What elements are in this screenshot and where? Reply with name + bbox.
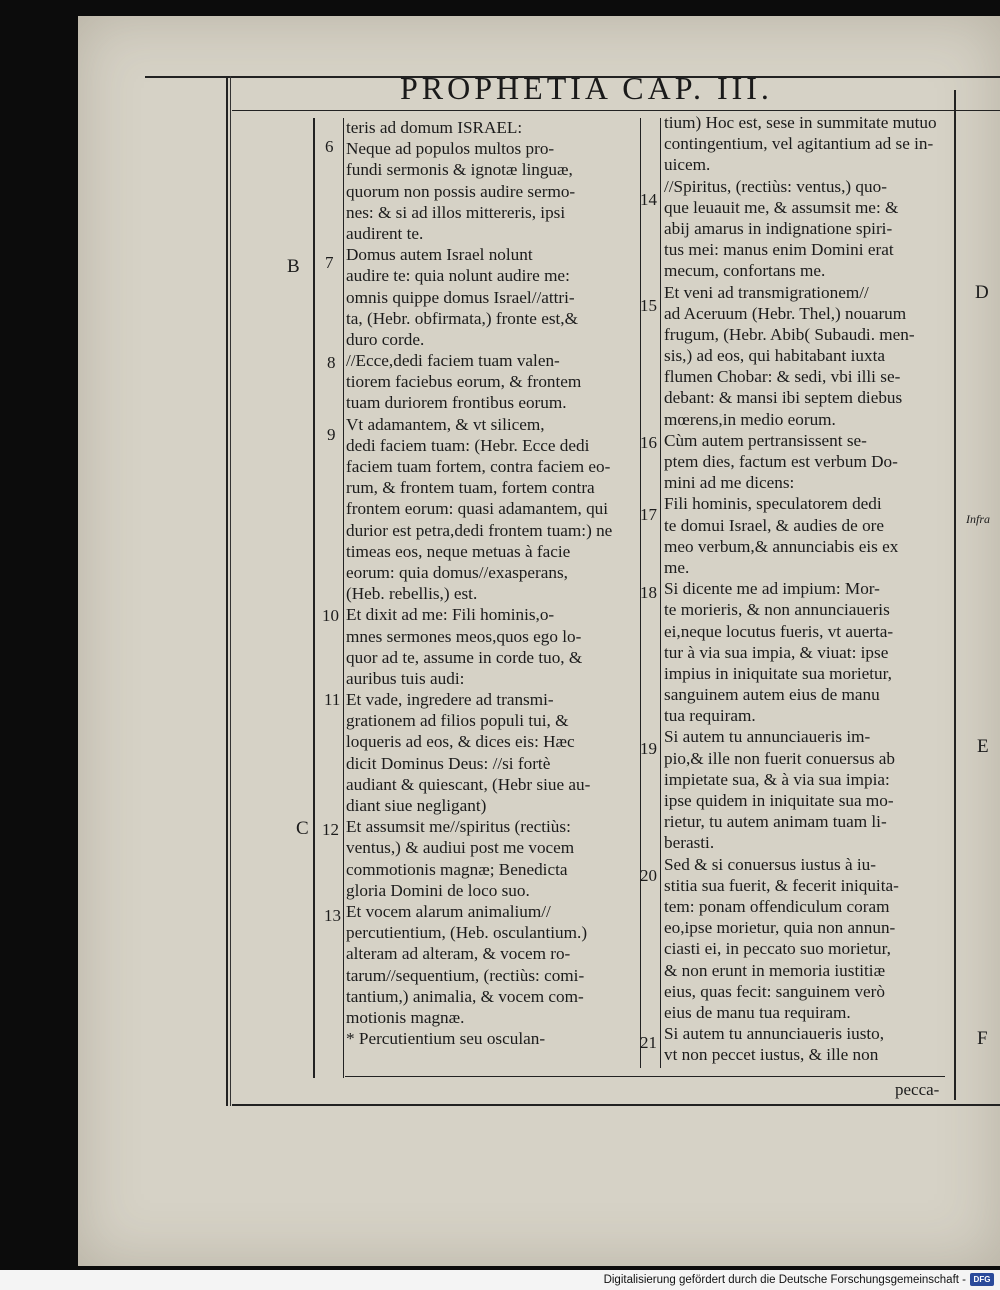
text-line: ei,neque locutus fueris, vt auerta-	[664, 621, 894, 641]
text-line: sis,) ad eos, qui habitabant iuxta	[664, 346, 886, 366]
left-frame-rule	[226, 76, 228, 1106]
text-line: * Percutientium seu osculan-	[346, 1029, 546, 1049]
catchword: pecca-	[895, 1080, 940, 1099]
text-line: ventus,) & audiui post me vocem	[346, 838, 575, 858]
text-line: & non erunt in memoria iustitiæ	[664, 960, 886, 980]
text-line: tiorem faciebus eorum, & frontem	[346, 372, 582, 392]
text-line: te morieris, & non annunciaueris	[664, 600, 890, 620]
text-line: Sed & si conuersus iustus à iu-	[664, 854, 876, 874]
left-text-column	[346, 117, 636, 1049]
text-line: impius in iniquitate sua morietur,	[664, 663, 892, 683]
text-line: me.	[664, 557, 690, 577]
margin-letter-d: D	[975, 282, 989, 303]
margin-letter-c: C	[296, 818, 309, 839]
text-line: tuam duriorem frontibus eorum.	[346, 393, 567, 413]
text-line: mœrens,in medio eorum.	[664, 409, 836, 429]
text-line: Et vade, ingredere ad transmi-	[346, 690, 554, 710]
text-line: vt non peccet iustus, & ille non	[664, 1045, 879, 1065]
dfg-logo: DFG	[970, 1273, 994, 1286]
text-line: dicit Dominus Deus: //si fortè	[346, 753, 551, 773]
text-line: Vt adamantem, & vt silicem,	[346, 414, 545, 434]
verse-number: 17	[640, 505, 657, 524]
text-line: rum, & frontem tuam, fortem contra	[346, 478, 595, 498]
verse-number: 12	[322, 820, 339, 839]
text-line: debant: & mansi ibi septem diebus	[664, 388, 903, 408]
text-line: grationem ad filios populi tui, &	[346, 711, 569, 731]
text-line: Si autem tu annunciaueris im-	[664, 727, 871, 747]
bottom-frame-rule	[232, 1104, 1000, 1106]
text-line: berasti.	[664, 833, 715, 853]
text-line: tarum//sequentium, (rectiùs: comi-	[346, 965, 585, 985]
right-text-column	[664, 112, 952, 1065]
text-line: Si autem tu annunciaueris iusto,	[664, 1024, 885, 1044]
text-line: audirent te.	[346, 223, 424, 243]
text-line: quor ad te, assume in corde tuo, &	[346, 647, 583, 667]
text-line: eius de manu tua requiram.	[664, 1002, 851, 1022]
verse-number: 15	[640, 296, 657, 315]
text-line: fundi sermonis & ignotæ linguæ,	[346, 160, 573, 180]
text-line: omnis quippe domus Israel//attri-	[346, 287, 575, 307]
text-line: //Spiritus, (rectiùs: ventus,) quo-	[664, 176, 887, 196]
text-line: Si dicente me ad impium: Mor-	[664, 579, 880, 599]
text-line: mini ad me dicens:	[664, 473, 795, 493]
verse-number: 14	[640, 190, 657, 209]
text-line: timeas eos, neque metuas à facie	[346, 541, 571, 561]
bottom-rule	[345, 1076, 945, 1077]
text-line: eorum: quia domus//exasperans,	[346, 562, 568, 582]
text-line: teris ad domum ISRAEL:	[346, 118, 523, 137]
text-line: frugum, (Hebr. Abib( Subaudi. men-	[664, 324, 915, 344]
column-rule-middle2	[660, 118, 661, 1068]
text-line: ptem dies, factum est verbum Do-	[664, 452, 898, 471]
text-line: Et assumsit me//spiritus (rectiùs:	[346, 817, 571, 837]
text-line: tua requiram.	[664, 706, 756, 726]
text-line: duro corde.	[346, 329, 425, 349]
header-rule-lower	[232, 110, 1000, 111]
right-frame-rule	[954, 90, 956, 1100]
column-rule-left-text	[343, 118, 344, 1078]
text-line: eo,ipse morietur, quia non annun-	[664, 918, 896, 938]
text-line: Domus autem Israel nolunt	[346, 245, 533, 265]
text-line: uicem.	[664, 155, 711, 175]
verse-number: 18	[640, 583, 657, 602]
text-line: //Ecce,dedi faciem tuam valen-	[346, 351, 560, 371]
text-line: percutientium, (Heb. osculantium.)	[346, 923, 588, 943]
text-line: que leuauit me, & assumsit me: &	[664, 197, 899, 217]
text-line: contingentium, vel agitantium ad se in-	[664, 134, 934, 154]
verse-number: 21	[640, 1033, 657, 1052]
text-line: Et veni ad transmigrationem//	[664, 282, 869, 302]
margin-letter-b: B	[287, 256, 300, 277]
footer-text: Digitalisierung gefördert durch die Deutsche Forschungsgemeinschaft -	[603, 1274, 966, 1286]
text-line: nes: & si ad illos mittereris, ipsi	[346, 202, 566, 222]
text-line: alteram ad alteram, & vocem ro-	[346, 944, 571, 964]
text-line: dedi faciem tuam: (Hebr. Ecce dedi	[346, 435, 590, 455]
text-line: frontem eorum: quasi adamantem, qui	[346, 499, 609, 519]
text-line: impietate sua, & à via sua impia:	[664, 769, 890, 789]
verse-number: 19	[640, 739, 657, 758]
text-line: tur à via sua impia, & viuat: ipse	[664, 642, 889, 662]
text-line: motionis magnæ.	[346, 1007, 465, 1027]
text-line: rietur, tu autem animam tuam li-	[664, 812, 887, 832]
text-line: ipse quidem in iniquitate sua mo-	[664, 791, 894, 810]
text-line: (Heb. rebellis,) est.	[346, 584, 478, 604]
margin-note: Infra	[966, 512, 990, 526]
text-line: loqueris ad eos, & dices eis: Hæc	[346, 732, 575, 752]
text-line: ta, (Hebr. obfirmata,) fronte est,&	[346, 308, 578, 328]
text-line: flumen Chobar: & sedi, vbi illi se-	[664, 367, 901, 387]
verse-number: 16	[640, 433, 657, 452]
text-line: ad Aceruum (Hebr. Thel,) nouarum	[664, 303, 907, 323]
text-line: meo verbum,& annunciabis eis ex	[664, 536, 899, 556]
text-line: tem: ponam offendiculum coram	[664, 896, 890, 916]
text-line: quorum non possis audire sermo-	[346, 181, 576, 201]
text-line: eius, quas fecit: sanguinem verò	[664, 981, 885, 1001]
text-line: te domui Israel, & audies de ore	[664, 515, 885, 535]
text-line: audiant & quiescant, (Hebr siue au-	[346, 774, 591, 794]
column-rule-left-margin	[313, 118, 315, 1078]
text-line: diant siue negligant)	[346, 796, 487, 815]
margin-letter-f: F	[977, 1028, 988, 1049]
text-line: mecum, confortans me.	[664, 261, 826, 281]
text-line: Neque ad populos multos pro-	[346, 139, 555, 159]
verse-number: 7	[325, 253, 334, 272]
verse-number: 11	[324, 690, 341, 709]
verse-number: 9	[327, 425, 336, 444]
text-line: tium) Hoc est, sese in summitate mutuo	[664, 113, 937, 132]
text-line: Et vocem alarum animalium//	[346, 901, 551, 921]
text-line: Fili hominis, speculatorem dedi	[664, 494, 882, 514]
digitization-footer	[0, 1270, 1000, 1290]
text-line: tantium,) animalia, & vocem com-	[346, 986, 584, 1006]
left-frame-rule-inner	[230, 76, 231, 1106]
text-line: durior est petra,dedi frontem tuam:) ne	[346, 520, 613, 540]
text-line: ciasti ei, in peccato suo morietur,	[664, 939, 891, 959]
text-line: gloria Domini de loco suo.	[346, 880, 530, 900]
text-line: stitia sua fuerit, & fecerit iniquita-	[664, 875, 899, 895]
text-line: auribus tuis audi:	[346, 668, 465, 688]
verse-number: 6	[325, 137, 334, 156]
verse-number: 10	[322, 606, 339, 625]
running-head: PROPHETIA CAP. III.	[400, 70, 773, 106]
verse-number: 13	[324, 906, 341, 925]
verse-number: 20	[640, 866, 657, 885]
text-line: mnes sermones meos,quos ego lo-	[346, 626, 582, 646]
text-line: Et dixit ad me: Fili hominis,o-	[346, 605, 555, 625]
text-line: pio,& ille non fuerit conuersus ab	[664, 748, 896, 768]
text-line: tus mei: manus enim Domini erat	[664, 240, 894, 260]
text-line: commotionis magnæ; Benedicta	[346, 859, 568, 879]
margin-letter-e: E	[977, 736, 989, 757]
text-line: sanguinem autem eius de manu	[664, 685, 880, 705]
text-line: audire te: quia nolunt audire me:	[346, 266, 570, 286]
text-line: faciem tuam fortem, contra faciem eo-	[346, 457, 611, 476]
verse-number: 8	[327, 353, 336, 372]
text-line: abij amarus in indignatione spiri-	[664, 218, 893, 238]
text-line: Cùm autem pertransissent se-	[664, 430, 867, 450]
